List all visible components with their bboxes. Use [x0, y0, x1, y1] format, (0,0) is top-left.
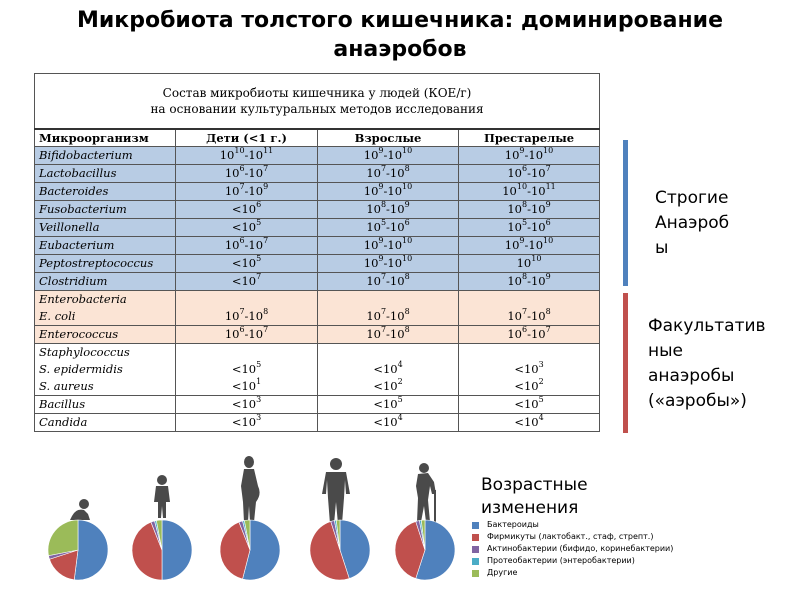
strict-anaerobes-label — [655, 186, 729, 261]
cfu-value: $10^7-10^9$ — [224, 182, 269, 198]
cfu-value: $<10^3$ — [231, 413, 262, 429]
child-silhouette-icon — [154, 475, 170, 518]
children-value-cell — [176, 255, 318, 273]
microorganism-name: Staphylococcus — [39, 345, 130, 359]
cfu-value — [322, 291, 454, 308]
page-title — [0, 6, 800, 64]
table-header-row — [35, 129, 600, 147]
microbiota-table — [34, 73, 600, 432]
microorganism-name: Veillonella — [39, 220, 100, 234]
table-row — [35, 396, 600, 414]
pie-slice — [48, 520, 78, 556]
cfu-value: $<10^4$ — [373, 360, 403, 376]
facultative-label-line: («аэробы») — [648, 391, 747, 411]
elderly-value-cell — [459, 147, 600, 165]
age-changes-title-line-2: изменения — [481, 498, 579, 518]
cfu-value: $10^8-10^9$ — [507, 272, 551, 288]
cfu-value: $10^{10}-10^{11}$ — [502, 182, 556, 198]
pie-legend — [472, 519, 673, 579]
microorganism-name: S. aureus — [39, 379, 94, 393]
cfu-value: $10^7-10^8$ — [366, 164, 410, 180]
facultative-label-line: Факультатив — [648, 316, 766, 336]
cfu-value: $10^9-10^{10}$ — [363, 236, 413, 252]
microorganism-name: Fusobacterium — [39, 202, 127, 216]
pie-slice — [74, 520, 108, 580]
elderly-value-cell — [459, 396, 600, 414]
adults-value-cell — [318, 396, 459, 414]
cfu-value: $<10^2$ — [373, 377, 403, 393]
facultative-label-line: анаэробы — [648, 366, 735, 386]
legend-label: Другие — [487, 568, 518, 577]
cfu-value — [180, 344, 313, 361]
microorganism-name: Enterococcus — [39, 327, 119, 341]
table-row — [35, 344, 600, 396]
cfu-value: $10^7-10^8$ — [366, 325, 410, 341]
cfu-value: $<10^4$ — [514, 413, 544, 429]
cfu-value: $<10^5$ — [231, 254, 262, 270]
table-row — [35, 183, 600, 201]
pie-slice — [162, 520, 192, 580]
children-value-cell — [176, 219, 318, 237]
page-title-line-1: Микробиота толстого кишечника: доминирование — [76, 8, 724, 33]
strict-label-line: Строгие — [655, 188, 729, 208]
adults-value-cell — [318, 255, 459, 273]
header-children: Дети (<1 г.) — [176, 129, 318, 147]
age-changes-title — [481, 474, 588, 520]
cfu-value: $<10^7$ — [231, 272, 262, 288]
table-caption-line-1: Состав микробиоты кишечника у людей (КОЕ/г) — [162, 86, 472, 100]
cfu-value — [322, 344, 454, 361]
facultative-anaerobes-bar — [623, 293, 628, 433]
microorganism-name: E. coli — [39, 309, 76, 323]
children-value-cell — [176, 183, 318, 201]
adults-value-cell — [318, 326, 459, 344]
table-caption — [35, 74, 600, 130]
legend-swatch — [472, 570, 479, 577]
age-pies-figure — [0, 450, 470, 590]
table-caption-line-2: на основании культуральных методов исследования — [150, 102, 484, 116]
pies-group — [48, 520, 455, 580]
elderly-value-cell — [459, 291, 600, 326]
children-value-cell — [176, 273, 318, 291]
legend-item — [472, 531, 673, 543]
legend-item — [472, 519, 673, 531]
cfu-value: $10^5-10^6$ — [366, 218, 410, 234]
table-row — [35, 273, 600, 291]
cfu-value: $10^6-10^7$ — [224, 236, 269, 252]
cfu-value: $<10^1$ — [231, 377, 262, 393]
cfu-value: $10^{10}-10^{11}$ — [219, 146, 274, 162]
table-row — [35, 219, 600, 237]
elderly-value-cell — [459, 237, 600, 255]
adults-value-cell — [318, 147, 459, 165]
elderly-value-cell — [459, 201, 600, 219]
cfu-value: $10^9-10^{10}$ — [504, 146, 554, 162]
facultative-label-line: ные — [648, 341, 683, 361]
elderly-value-cell — [459, 344, 600, 396]
microorganism-name: Bacteroides — [39, 184, 109, 198]
microorganism-name: Lactobacillus — [39, 166, 117, 180]
silhouettes — [70, 456, 436, 524]
legend-swatch — [472, 546, 479, 553]
microorganism-cell — [35, 201, 176, 219]
microorganism-cell — [35, 237, 176, 255]
elderly-silhouette-icon — [416, 463, 436, 522]
microorganism-name: Enterobacteria — [39, 292, 127, 306]
elderly-value-cell — [459, 165, 600, 183]
strict-label-line: ы — [655, 238, 669, 258]
elderly-value-cell — [459, 273, 600, 291]
adults-value-cell — [318, 201, 459, 219]
adults-value-cell — [318, 344, 459, 396]
microorganism-cell — [35, 255, 176, 273]
table-row — [35, 326, 600, 344]
children-value-cell — [176, 291, 318, 326]
cfu-value: $10^7-10^8$ — [507, 307, 551, 323]
infant-silhouette-icon — [70, 499, 90, 520]
table-row — [35, 237, 600, 255]
adults-value-cell — [318, 183, 459, 201]
cfu-value: $10^6-10^7$ — [507, 164, 551, 180]
facultative-anaerobes-label — [648, 314, 766, 414]
microorganism-name: S. epidermidis — [39, 362, 123, 376]
table-row — [35, 414, 600, 432]
adults-value-cell — [318, 414, 459, 432]
cfu-value: $10^9-10^{10}$ — [363, 254, 413, 270]
legend-item — [472, 567, 673, 579]
header-microorganism: Микроорганизм — [35, 129, 176, 147]
children-value-cell — [176, 147, 318, 165]
page-title-line-2: анаэробов — [333, 37, 467, 62]
cfu-value: $10^9-10^{10}$ — [363, 146, 413, 162]
pregnant-woman-silhouette-icon — [241, 456, 260, 522]
microorganism-cell — [35, 414, 176, 432]
microorganism-name: Bifidobacterium — [39, 148, 133, 162]
microorganism-cell — [35, 183, 176, 201]
cfu-value — [463, 291, 595, 308]
legend-label: Протеобактерии (энтеробактерии) — [487, 556, 635, 565]
cfu-value — [463, 344, 595, 361]
microorganism-name: Eubacterium — [39, 238, 115, 252]
header-adults: Взрослые — [318, 129, 459, 147]
adults-value-cell — [318, 219, 459, 237]
elderly-value-cell — [459, 414, 600, 432]
strict-anaerobes-bar — [623, 140, 628, 286]
microorganism-name: Bacillus — [39, 397, 86, 411]
cfu-value: $<10^5$ — [231, 360, 262, 376]
cfu-value: $<10^3$ — [231, 395, 262, 411]
legend-swatch — [472, 534, 479, 541]
microorganism-cell — [35, 165, 176, 183]
cfu-value: $<10^5$ — [514, 395, 544, 411]
table-row — [35, 147, 600, 165]
microorganism-cell — [35, 219, 176, 237]
cfu-value: $10^8-10^9$ — [366, 200, 410, 216]
legend-label: Актинобактерии (бифидо, коринебактерии) — [487, 544, 674, 553]
microorganism-cell — [35, 344, 176, 396]
children-value-cell — [176, 165, 318, 183]
adults-value-cell — [318, 273, 459, 291]
cfu-value: $10^6-10^7$ — [224, 325, 269, 341]
legend-label: Фирмикуты (лактобакт., стаф, стрепт.) — [487, 532, 654, 541]
cfu-value: $10^7-10^8$ — [366, 307, 410, 323]
microorganism-name: Clostridium — [39, 274, 108, 288]
elderly-value-cell — [459, 326, 600, 344]
table-row — [35, 165, 600, 183]
cfu-value — [180, 291, 313, 308]
cfu-value: $10^6-10^7$ — [224, 164, 269, 180]
cfu-value: $10^7-10^8$ — [224, 307, 269, 323]
cfu-value: $<10^5$ — [231, 218, 262, 234]
microorganism-cell — [35, 396, 176, 414]
microorganism-cell — [35, 326, 176, 344]
man-silhouette-icon — [322, 458, 350, 524]
legend-item — [472, 555, 673, 567]
legend-label: Бактероиды — [487, 520, 539, 529]
children-value-cell — [176, 414, 318, 432]
cfu-value: $10^5-10^6$ — [507, 218, 551, 234]
children-value-cell — [176, 237, 318, 255]
microorganism-cell — [35, 273, 176, 291]
elderly-value-cell — [459, 183, 600, 201]
legend-swatch — [472, 558, 479, 565]
cfu-value: $10^9-10^{10}$ — [363, 182, 413, 198]
adults-value-cell — [318, 237, 459, 255]
cfu-value: $<10^3$ — [514, 360, 544, 376]
cfu-value: $<10^2$ — [514, 377, 544, 393]
cfu-value: $10^{10}$ — [516, 254, 542, 270]
adults-value-cell — [318, 165, 459, 183]
adults-value-cell — [318, 291, 459, 326]
strict-label-line: Анаэроб — [655, 213, 730, 233]
age-changes-title-line-1: Возрастные — [481, 475, 588, 495]
children-value-cell — [176, 344, 318, 396]
cfu-value: $10^8-10^9$ — [507, 200, 551, 216]
cfu-value: $<10^4$ — [373, 413, 403, 429]
elderly-value-cell — [459, 219, 600, 237]
microorganism-name: Candida — [39, 415, 88, 429]
cfu-value: $10^6-10^7$ — [507, 325, 551, 341]
legend-swatch — [472, 522, 479, 529]
children-value-cell — [176, 326, 318, 344]
table-row — [35, 201, 600, 219]
cfu-value: $<10^5$ — [373, 395, 403, 411]
children-value-cell — [176, 396, 318, 414]
table-row — [35, 291, 600, 326]
microorganism-cell — [35, 291, 176, 326]
elderly-value-cell — [459, 255, 600, 273]
cfu-value: $<10^6$ — [231, 200, 262, 216]
legend-item — [472, 543, 673, 555]
microorganism-name: Peptostreptococcus — [39, 256, 154, 270]
table-row — [35, 255, 600, 273]
children-value-cell — [176, 201, 318, 219]
microorganism-cell — [35, 147, 176, 165]
cfu-value: $10^7-10^8$ — [366, 272, 410, 288]
cfu-value: $10^9-10^{10}$ — [504, 236, 554, 252]
microbiota-table-container — [34, 73, 599, 437]
header-elderly: Престарелые — [459, 129, 600, 147]
